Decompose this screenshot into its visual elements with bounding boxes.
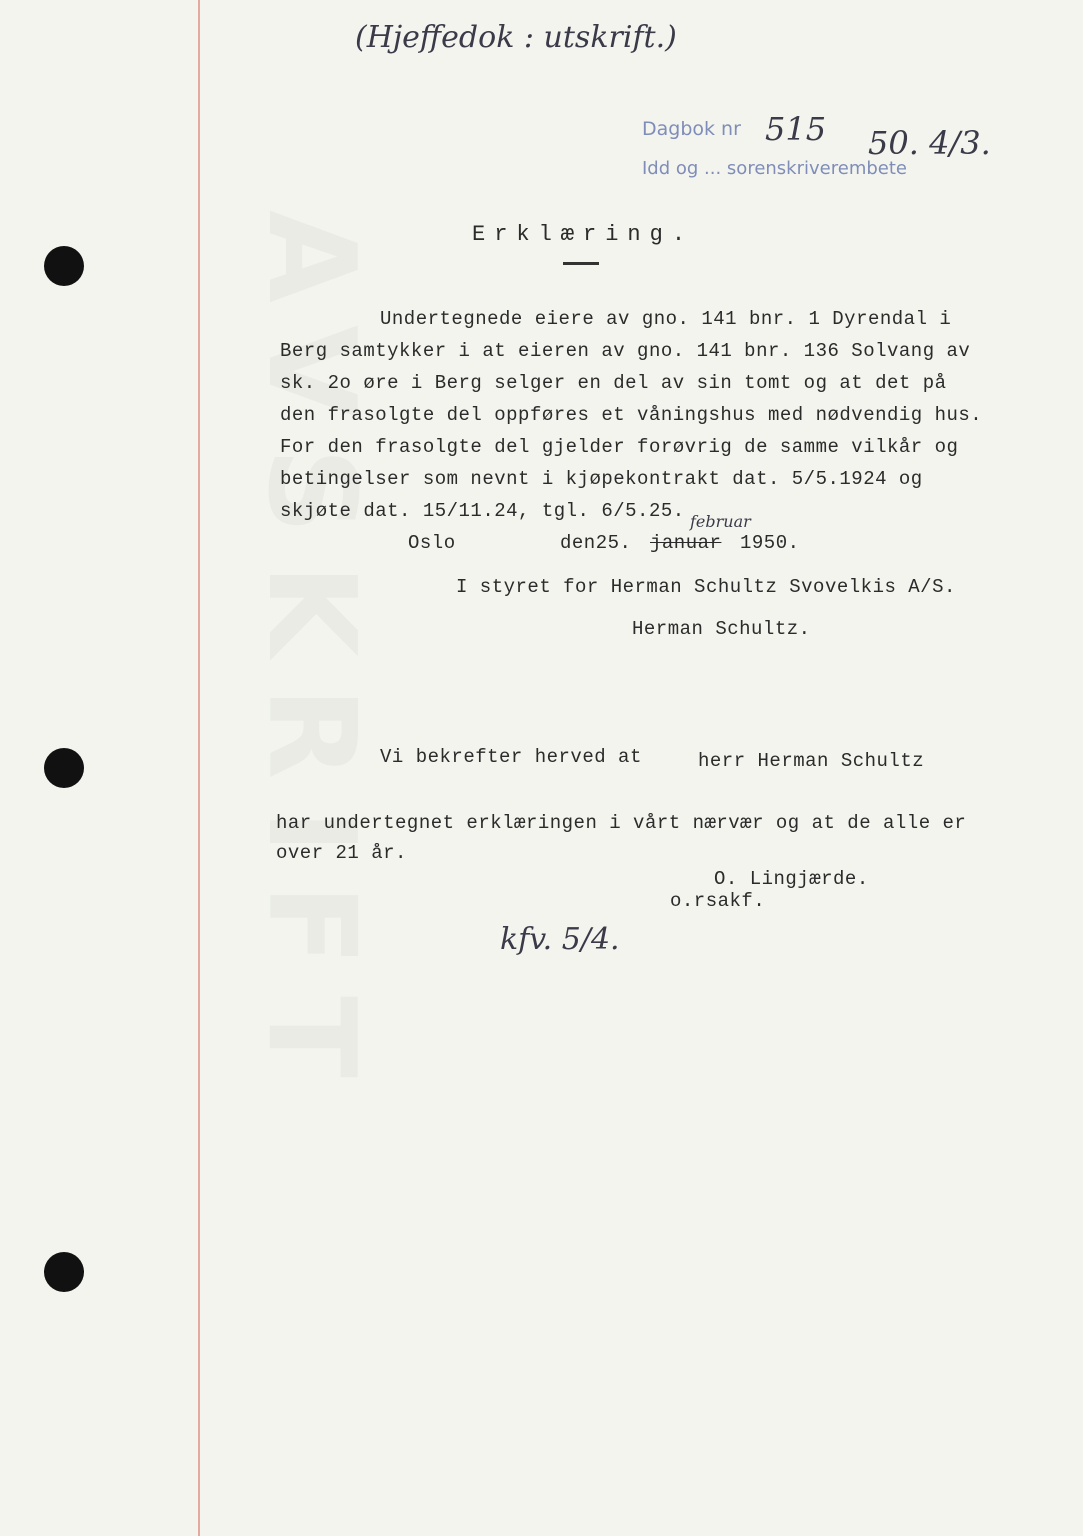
witness-line: herr Herman Schultz [698, 750, 925, 772]
diary-number: 515 [765, 110, 827, 148]
footer-note: kfv. 5/4. [500, 922, 620, 957]
date-place: Oslo [408, 532, 456, 554]
document-title: Erklæring. [472, 222, 695, 247]
body-line: sk. 2o øre i Berg selger en del av sin tomt og at det på [280, 372, 947, 394]
punch-hole [44, 748, 84, 788]
body-line: skjøte dat. 15/11.24, tgl. 6/5.25. [280, 500, 685, 522]
board-line: I styret for Herman Schultz Svovelkis A/S. [456, 576, 956, 598]
body-line: betingelser som nevnt i kjøpekontrakt dat. 5/5.1924 og [280, 468, 923, 490]
date-year: 1950. [740, 532, 800, 554]
diary-date: 50. 4/3. [868, 124, 991, 162]
witness-line: over 21 år. [276, 842, 407, 864]
body-line: Undertegnede eiere av gno. 141 bnr. 1 Dyrendal i [380, 308, 952, 330]
punch-hole [44, 246, 84, 286]
witness-line: har undertegnet erklæringen i vårt nærvær og at de alle er [276, 812, 967, 834]
date-day: den25. [560, 532, 632, 554]
witness-line: Vi bekrefter herved at [380, 746, 642, 768]
title-underline [563, 262, 599, 265]
margin-line [198, 0, 200, 1536]
witness-name: O. Lingjærde. [714, 868, 869, 890]
date-inserted-month: februar [690, 512, 751, 531]
office-stamp: Idd og ... sorenskriverembete [642, 158, 907, 179]
witness-title: o.rsakf. [670, 890, 766, 912]
signatory-name: Herman Schultz. [632, 618, 811, 640]
diary-stamp-label: Dagbok nr [642, 118, 741, 140]
body-line: den frasolgte del oppføres et våningshus med nødvendig hus. [280, 404, 983, 426]
handwritten-note: (Hjeffedok : utskrift.) [355, 20, 677, 55]
body-line: Berg samtykker i at eieren av gno. 141 bnr. 136 Solvang av [280, 340, 971, 362]
body-line: For den frasolgte del gjelder forøvrig de samme vilkår og [280, 436, 959, 458]
date-struck-month: januar [650, 532, 722, 554]
punch-hole [44, 1252, 84, 1292]
